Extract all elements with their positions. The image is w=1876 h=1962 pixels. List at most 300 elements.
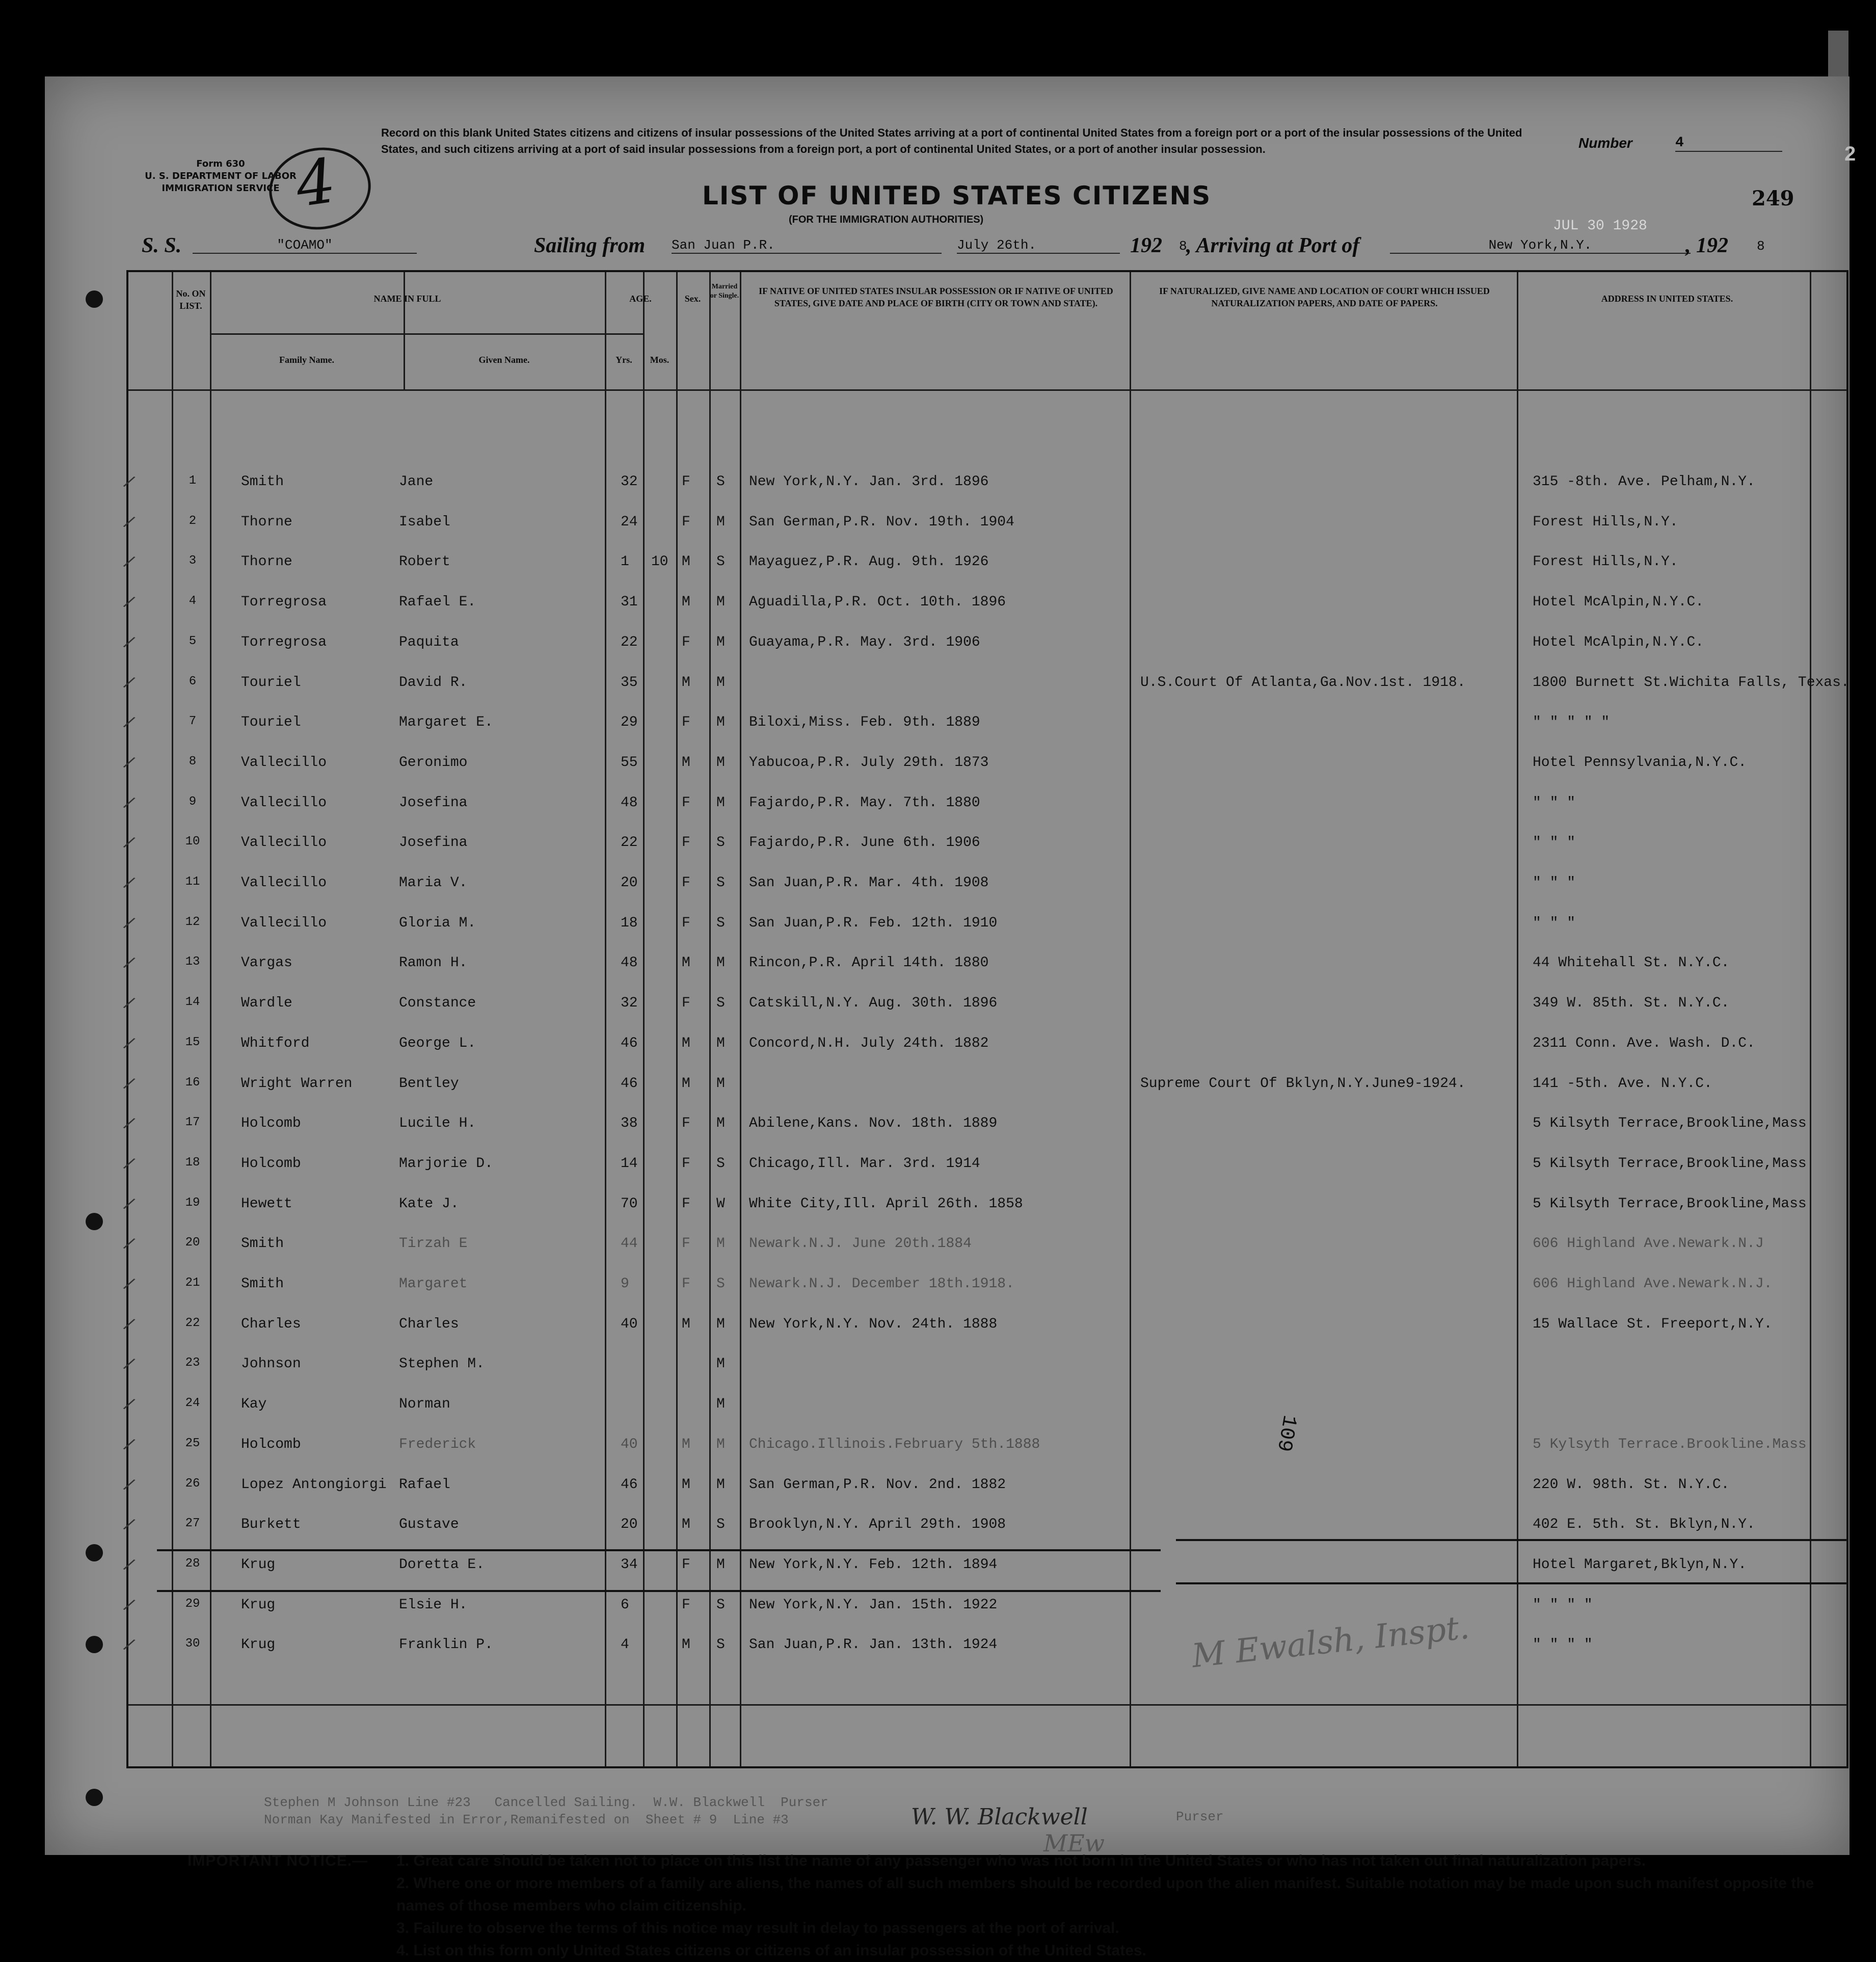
cell-family: Torregrosa — [241, 594, 327, 611]
cell-no: 8 — [189, 754, 197, 768]
number-value: 4 — [1675, 135, 1782, 152]
department: U. S. DEPARTMENT OF LABOR — [145, 171, 297, 181]
cell-addr: 220 W. 98th. St. N.Y.C. — [1533, 1476, 1730, 1493]
cell-addr: 141 -5th. Ave. N.Y.C. — [1533, 1075, 1712, 1092]
table-row — [120, 513, 1848, 553]
cell-ms: M — [716, 1075, 725, 1092]
cell-birth: Biloxi,Miss. Feb. 9th. 1889 — [749, 714, 980, 731]
check-mark: / — [120, 1195, 137, 1216]
check-mark: / — [120, 753, 137, 776]
cell-given: Maria V. — [399, 875, 468, 891]
cell-sex: M — [682, 1075, 690, 1092]
header-no: No. ON LIST. — [176, 288, 206, 311]
sailing-date-value: July 26th. — [957, 237, 1120, 254]
purser-signature: W. W. Blackwell — [911, 1804, 1088, 1830]
cell-yrs: 6 — [621, 1597, 629, 1613]
cell-birth: Brooklyn,N.Y. April 29th. 1908 — [749, 1517, 1006, 1533]
cell-sex: M — [682, 1517, 690, 1533]
cell-ms: M — [716, 754, 725, 771]
cell-no: 10 — [185, 835, 200, 849]
cell-addr: 315 -8th. Ave. Pelham,N.Y. — [1533, 474, 1755, 490]
cell-addr: Hotel McAlpin,N.Y.C. — [1533, 594, 1704, 611]
cell-sex: F — [682, 1196, 690, 1212]
arriving-label: , Arriving at Port of — [1186, 234, 1360, 257]
cell-no: 24 — [185, 1396, 200, 1411]
cell-ms: M — [716, 1316, 725, 1332]
cell-addr: 44 Whitehall St. N.Y.C. — [1533, 955, 1730, 971]
cell-sex: F — [682, 514, 690, 530]
cell-nat: U.S.Court Of Atlanta,Ga.Nov.1st. 1918. — [1140, 674, 1466, 691]
check-mark: / — [120, 793, 137, 815]
cell-sex: M — [682, 1436, 690, 1452]
cell-mos: 10 — [651, 554, 668, 570]
cell-yrs: 48 — [621, 955, 638, 971]
cell-ms: M — [716, 1396, 725, 1413]
check-mark: / — [120, 1355, 137, 1377]
cell-ms: S — [716, 554, 725, 570]
cancel-line — [157, 1590, 1161, 1592]
cell-sex: M — [682, 1035, 690, 1051]
cell-no: 17 — [185, 1116, 200, 1130]
cell-ms: S — [716, 995, 725, 1012]
handwritten-circled-number: 4 — [264, 141, 376, 236]
cell-given: George L. — [399, 1035, 476, 1051]
table-row — [120, 673, 1850, 713]
cell-no: 19 — [185, 1196, 200, 1210]
cell-sex: M — [682, 1637, 690, 1653]
year-digit: 8 — [1179, 238, 1187, 254]
cell-addr: 349 W. 85th. St. N.Y.C. — [1533, 995, 1730, 1012]
cell-no: 30 — [185, 1637, 200, 1651]
check-mark: / — [120, 914, 137, 936]
cell-addr: " " " — [1533, 915, 1576, 931]
cancel-line — [1176, 1539, 1848, 1541]
cell-ms: S — [716, 875, 725, 891]
table-row — [120, 753, 1848, 793]
cell-family: Vallecillo — [241, 754, 327, 771]
cell-no: 22 — [185, 1316, 200, 1330]
cell-ms: S — [716, 1276, 725, 1292]
notice-item: 2. Where one or more members of a family are aliens, the names of all such members should be recorded upon the alien manifest. Suitable notation may be made upon such manifest opposite the names of those members who claim citizenship. — [396, 1875, 1814, 1914]
check-mark: / — [120, 1034, 137, 1056]
cell-no: 12 — [185, 915, 200, 929]
cell-yrs: 9 — [621, 1276, 629, 1292]
year-digit-2: 8 — [1757, 238, 1765, 254]
table-row — [120, 954, 1848, 994]
cell-no: 2 — [189, 514, 197, 528]
cell-birth: Guayama,P.R. May. 3rd. 1906 — [749, 634, 980, 650]
cell-ms: S — [716, 915, 725, 931]
cell-addr: " " " " — [1533, 1597, 1593, 1613]
cell-sex: M — [682, 594, 690, 611]
check-mark: / — [120, 1395, 137, 1417]
check-mark: / — [120, 633, 137, 655]
table-row — [120, 1114, 1848, 1154]
cell-given: Josefina — [399, 835, 468, 851]
header-yrs: Yrs. — [615, 355, 632, 365]
annotation-number: 109 — [1271, 1413, 1301, 1453]
cell-sex: F — [682, 794, 690, 811]
cell-sex: F — [682, 1155, 690, 1172]
cell-birth: San German,P.R. Nov. 2nd. 1882 — [749, 1476, 1006, 1493]
cell-no: 11 — [185, 875, 200, 889]
number-label: Number — [1578, 135, 1632, 151]
cell-family: Krug — [241, 1637, 276, 1653]
cell-yrs: 14 — [621, 1155, 638, 1172]
year-prefix: 192 — [1130, 234, 1162, 257]
cell-addr: " " " — [1533, 875, 1576, 891]
cell-family: Torregrosa — [241, 634, 327, 650]
table-row — [120, 1195, 1848, 1235]
cell-birth: Chicago.Illinois.February 5th.1888 — [749, 1436, 1040, 1452]
cell-yrs: 70 — [621, 1196, 638, 1212]
cell-yrs: 20 — [621, 875, 638, 891]
notice-lead: IMPORTANT NOTICE.— — [187, 1852, 368, 1869]
cell-ms: M — [716, 1035, 725, 1051]
table-row — [120, 1355, 1848, 1395]
sailing-label: Sailing from — [534, 234, 646, 257]
cell-yrs: 22 — [621, 634, 638, 650]
cell-birth: Chicago,Ill. Mar. 3rd. 1914 — [749, 1155, 980, 1172]
service: IMMIGRATION SERVICE — [162, 183, 280, 194]
cell-yrs: 34 — [621, 1556, 638, 1573]
cell-no: 25 — [185, 1436, 200, 1450]
cell-birth: San Juan,P.R. Mar. 4th. 1908 — [749, 875, 989, 891]
cell-yrs: 20 — [621, 1517, 638, 1533]
cell-family: Smith — [241, 1276, 284, 1292]
table-row — [120, 472, 1848, 513]
cell-no: 20 — [185, 1236, 200, 1250]
cell-sex: M — [682, 754, 690, 771]
cell-addr: 606 Highland Ave.Newark.N.J — [1533, 1236, 1764, 1252]
cell-no: 29 — [185, 1597, 200, 1611]
table-row — [120, 914, 1848, 954]
cell-given: Isabel — [399, 514, 450, 530]
table-row — [120, 1596, 1848, 1636]
cell-ms: M — [716, 1436, 725, 1452]
cell-yrs: 1 — [621, 554, 629, 570]
arrival-date-stamp: JUL 30 1928 — [1553, 218, 1647, 234]
cell-given: Elsie H. — [399, 1597, 468, 1613]
cell-family: Thorne — [241, 554, 292, 570]
cell-sex: F — [682, 1597, 690, 1613]
cell-birth: Newark.N.J. December 18th.1918. — [749, 1276, 1014, 1292]
page-subtitle: (FOR THE IMMIGRATION AUTHORITIES) — [789, 214, 984, 225]
table-row — [120, 1475, 1848, 1516]
cell-no: 18 — [185, 1155, 200, 1170]
check-mark: / — [120, 553, 137, 575]
cell-family: Smith — [241, 474, 284, 490]
manifest-sheet — [45, 76, 1850, 1959]
check-mark: / — [120, 954, 137, 976]
cell-given: Lucile H. — [399, 1116, 476, 1132]
cell-sex: F — [682, 1556, 690, 1573]
check-mark: / — [120, 1154, 137, 1177]
cell-given: Rafael E. — [399, 594, 476, 611]
cancel-line — [1176, 1582, 1848, 1584]
header-mos: Mos. — [650, 355, 669, 365]
important-notice — [187, 1850, 1818, 1962]
header-given: Given Name. — [478, 355, 530, 365]
record-instructions: Record on this blank United States citizens and citizens of insular possessions of the United States arriving at a port of continental United States from a foreign port or a port of the insular possessions of the United States, and such citizens arriving at a port of said insular possessions from a foreign port, a port of continental United States, or a port of another insular possession. — [381, 126, 1522, 155]
notice-item: 4. List on this form only United States citizens or citizens of an insular possession of the United States. — [396, 1942, 1146, 1959]
cell-sex: F — [682, 1276, 690, 1292]
cell-ms: M — [716, 714, 725, 731]
cell-birth: Yabucoa,P.R. July 29th. 1873 — [749, 754, 989, 771]
cell-birth: Rincon,P.R. April 14th. 1880 — [749, 955, 989, 971]
header-name-full: NAME IN FULL — [373, 294, 441, 304]
cell-ms: S — [716, 474, 725, 490]
cell-given: Rafael — [399, 1476, 450, 1493]
cell-yrs: 4 — [621, 1637, 629, 1653]
cell-addr: 5 Kilsyth Terrace,Brookline,Mass — [1533, 1196, 1807, 1212]
cell-ms: M — [716, 1116, 725, 1132]
cell-family: Vargas — [241, 955, 292, 971]
sheet-number: 249 — [1752, 187, 1794, 210]
cell-ms: S — [716, 1637, 725, 1653]
cell-no: 21 — [185, 1276, 200, 1290]
cell-given: Jane — [399, 474, 434, 490]
port-value: New York,N.Y. — [1390, 237, 1691, 254]
cell-ms: M — [716, 794, 725, 811]
cell-family: Hewett — [241, 1196, 292, 1212]
cell-yrs: 44 — [621, 1236, 638, 1252]
cell-birth: New York,N.Y. Jan. 3rd. 1896 — [749, 474, 989, 490]
cell-sex: M — [682, 674, 690, 691]
cell-yrs: 46 — [621, 1075, 638, 1092]
cell-no: 3 — [189, 554, 197, 568]
margin-number: 2 — [1844, 143, 1856, 165]
cell-yrs: 48 — [621, 794, 638, 811]
cell-addr: " " " " — [1533, 1637, 1593, 1653]
cell-birth: Catskill,N.Y. Aug. 30th. 1896 — [749, 995, 998, 1012]
check-mark: / — [120, 1596, 137, 1618]
cell-sex: F — [682, 875, 690, 891]
cell-no: 9 — [189, 794, 197, 809]
form-number: Form 630 — [196, 158, 245, 169]
cell-addr: 2311 Conn. Ave. Wash. D.C. — [1533, 1035, 1755, 1051]
cell-birth: Mayaguez,P.R. Aug. 9th. 1926 — [749, 554, 989, 570]
year-prefix-2: , 192 — [1685, 234, 1728, 257]
cell-sex: F — [682, 835, 690, 851]
check-mark: / — [120, 1555, 137, 1578]
list-number — [1578, 135, 1813, 151]
cell-no: 6 — [189, 674, 197, 688]
cell-addr: Hotel Pennsylvania,N.Y.C. — [1533, 754, 1747, 771]
cell-no: 5 — [189, 634, 197, 648]
cell-no: 15 — [185, 1035, 200, 1049]
check-mark: / — [120, 1234, 137, 1257]
cell-family: Touriel — [241, 714, 301, 731]
ship-prefix: S. S. — [142, 234, 182, 257]
cell-family: Lopez Antongiorgi — [241, 1476, 387, 1493]
cell-given: Josefina — [399, 794, 468, 811]
check-mark: / — [120, 1315, 137, 1337]
cell-yrs: 24 — [621, 514, 638, 530]
cell-yrs: 40 — [621, 1436, 638, 1452]
cell-birth: Fajardo,P.R. May. 7th. 1880 — [749, 794, 980, 811]
cell-yrs: 46 — [621, 1476, 638, 1493]
notice-item: 1. Great care should be taken not to place on this list the name of any passenger who was not born in the United States or who has not taken out final naturalization papers. — [396, 1852, 1646, 1869]
cell-no: 13 — [185, 955, 200, 969]
table-row — [120, 1435, 1848, 1475]
cell-yrs: 29 — [621, 714, 638, 731]
cell-family: Thorne — [241, 514, 292, 530]
cell-given: Stephen M. — [399, 1356, 485, 1372]
cell-no: 1 — [189, 474, 197, 488]
table-row — [120, 994, 1848, 1034]
punch-hole — [86, 1636, 103, 1653]
cell-no: 16 — [185, 1075, 200, 1090]
table-row — [120, 1635, 1848, 1676]
table-row — [120, 1234, 1848, 1275]
cell-sex: M — [682, 1316, 690, 1332]
cell-addr: 1800 Burnett St.Wichita Falls, Texas. — [1533, 674, 1850, 691]
cell-family: Wright Warren — [241, 1075, 353, 1092]
purser-label: Purser — [1176, 1809, 1224, 1824]
cell-given: Ramon H. — [399, 955, 468, 971]
cell-yrs: 32 — [621, 995, 638, 1012]
table-row — [120, 1034, 1848, 1074]
row-divider — [128, 389, 1846, 391]
cell-family: Vallecillo — [241, 915, 327, 931]
cell-yrs: 46 — [621, 1035, 638, 1051]
check-mark: / — [120, 1074, 137, 1096]
sailing-from-value: San Juan P.R. — [672, 237, 942, 254]
cell-addr: Hotel McAlpin,N.Y.C. — [1533, 634, 1704, 650]
check-mark: / — [120, 1275, 137, 1297]
cell-family: Holcomb — [241, 1436, 301, 1452]
table-row — [120, 1395, 1848, 1435]
header-naturalized: IF NATURALIZED, GIVE NAME AND LOCATION OF COURT WHICH ISSUED NATURALIZATION PAPERS, AND DATE OF PAPERS. — [1159, 286, 1490, 308]
punch-hole — [86, 290, 103, 308]
cell-sex: M — [682, 1476, 690, 1493]
cell-family: Charles — [241, 1316, 301, 1332]
cell-addr: " " " — [1533, 835, 1576, 851]
footer-notes: Stephen M Johnson Line #23 Cancelled Sailing. W.W. Blackwell Purser Norman Kay Manifested in Error,Remanifested on Sheet # 9 Line #3 — [264, 1795, 828, 1827]
cell-birth: San Juan,P.R. Jan. 13th. 1924 — [749, 1637, 998, 1653]
cell-ms: M — [716, 514, 725, 530]
cell-family: Kay — [241, 1396, 267, 1413]
cell-given: Gloria M. — [399, 915, 476, 931]
initials: MEw — [1043, 1830, 1105, 1857]
cell-no: 28 — [185, 1556, 200, 1571]
table-row — [120, 553, 1848, 593]
cell-family: Johnson — [241, 1356, 301, 1372]
cell-given: Margaret E. — [399, 714, 493, 731]
table-row — [120, 593, 1848, 633]
header-birth: IF NATIVE OF UNITED STATES INSULAR POSSESSION OR IF NATIVE OF UNITED STATES, GIVE DATE AND PLACE OF BIRTH (CITY OR TOWN AND STATE). — [759, 286, 1113, 308]
cell-ms: M — [716, 594, 725, 611]
cell-birth: New York,N.Y. Feb. 12th. 1894 — [749, 1556, 998, 1573]
cell-family: Smith — [241, 1236, 284, 1252]
table-row — [120, 1275, 1848, 1315]
inspector-signature: M Ewalsh, Inspt. — [1190, 1608, 1471, 1676]
cell-sex: F — [682, 714, 690, 731]
cell-addr: 606 Highland Ave.Newark.N.J. — [1533, 1276, 1773, 1292]
notice-item: 3. Failure to observe the terms of this notice may result in delay to passengers at the port of arrival. — [396, 1920, 1119, 1937]
cell-family: Wardle — [241, 995, 292, 1012]
header-age: AGE. — [629, 294, 652, 304]
cell-given: Bentley — [399, 1075, 459, 1092]
cell-ms: S — [716, 1517, 725, 1533]
cell-ms: S — [716, 1155, 725, 1172]
cell-given: Paquita — [399, 634, 459, 650]
table-row — [120, 633, 1848, 673]
cell-family: Krug — [241, 1556, 276, 1573]
cell-sex: F — [682, 915, 690, 931]
check-mark: / — [120, 513, 137, 535]
cell-family: Touriel — [241, 674, 301, 691]
col-divider — [404, 272, 405, 389]
cell-sex: F — [682, 1116, 690, 1132]
cell-given: David R. — [399, 674, 468, 691]
cell-addr: 15 Wallace St. Freeport,N.Y. — [1533, 1316, 1773, 1332]
cell-given: Tirzah E — [399, 1236, 468, 1252]
check-mark: / — [120, 673, 137, 695]
table-row — [120, 713, 1848, 753]
punch-hole — [86, 1789, 103, 1806]
cell-birth: San German,P.R. Nov. 19th. 1904 — [749, 514, 1014, 530]
header-family: Family Name. — [279, 355, 334, 365]
cell-ms: M — [716, 1556, 725, 1573]
cell-yrs: 22 — [621, 835, 638, 851]
cell-addr: " " " " " — [1533, 714, 1610, 731]
cell-yrs: 32 — [621, 474, 638, 490]
cell-family: Holcomb — [241, 1116, 301, 1132]
header-married-single: Married or Single. — [710, 283, 739, 300]
cell-ms: M — [716, 634, 725, 650]
cell-birth: New York,N.Y. Nov. 24th. 1888 — [749, 1316, 998, 1332]
check-mark: / — [120, 1435, 137, 1457]
check-mark: / — [120, 1475, 137, 1497]
cell-family: Burkett — [241, 1517, 301, 1533]
page-title: LIST OF UNITED STATES CITIZENS — [702, 181, 1212, 210]
check-mark: / — [120, 994, 137, 1016]
check-mark: / — [120, 1635, 137, 1658]
cell-sex: F — [682, 1236, 690, 1252]
cell-birth: San Juan,P.R. Feb. 12th. 1910 — [749, 915, 998, 931]
cell-given: Doretta E. — [399, 1556, 485, 1573]
check-mark: / — [120, 873, 137, 896]
cell-given: Franklin P. — [399, 1637, 493, 1653]
cell-given: Robert — [399, 554, 450, 570]
cell-family: Vallecillo — [241, 875, 327, 891]
cell-no: 14 — [185, 995, 200, 1010]
cell-no: 7 — [189, 714, 197, 729]
cell-addr: Forest Hills,N.Y. — [1533, 514, 1678, 530]
cell-given: Frederick — [399, 1436, 476, 1452]
cell-birth: New York,N.Y. Jan. 15th. 1922 — [749, 1597, 998, 1613]
cell-family: Whitford — [241, 1035, 310, 1051]
cancel-line — [157, 1549, 1161, 1551]
table-row — [120, 1074, 1848, 1115]
check-mark: / — [120, 472, 137, 495]
cell-ms: M — [716, 955, 725, 971]
cell-no: 23 — [185, 1356, 200, 1370]
table-row — [120, 793, 1848, 834]
cell-addr: Forest Hills,N.Y. — [1533, 554, 1678, 570]
cell-yrs: 35 — [621, 674, 638, 691]
cell-given: Constance — [399, 995, 476, 1012]
cell-sex: M — [682, 955, 690, 971]
cell-addr: 5 Kylsyth Terrace.Brookline.Mass — [1533, 1436, 1807, 1452]
cell-sex: M — [682, 554, 690, 570]
check-mark: / — [120, 1515, 137, 1537]
cell-addr: 5 Kilsyth Terrace,Brookline,Mass — [1533, 1116, 1807, 1132]
cell-given: Margaret — [399, 1276, 468, 1292]
check-mark: / — [120, 833, 137, 856]
